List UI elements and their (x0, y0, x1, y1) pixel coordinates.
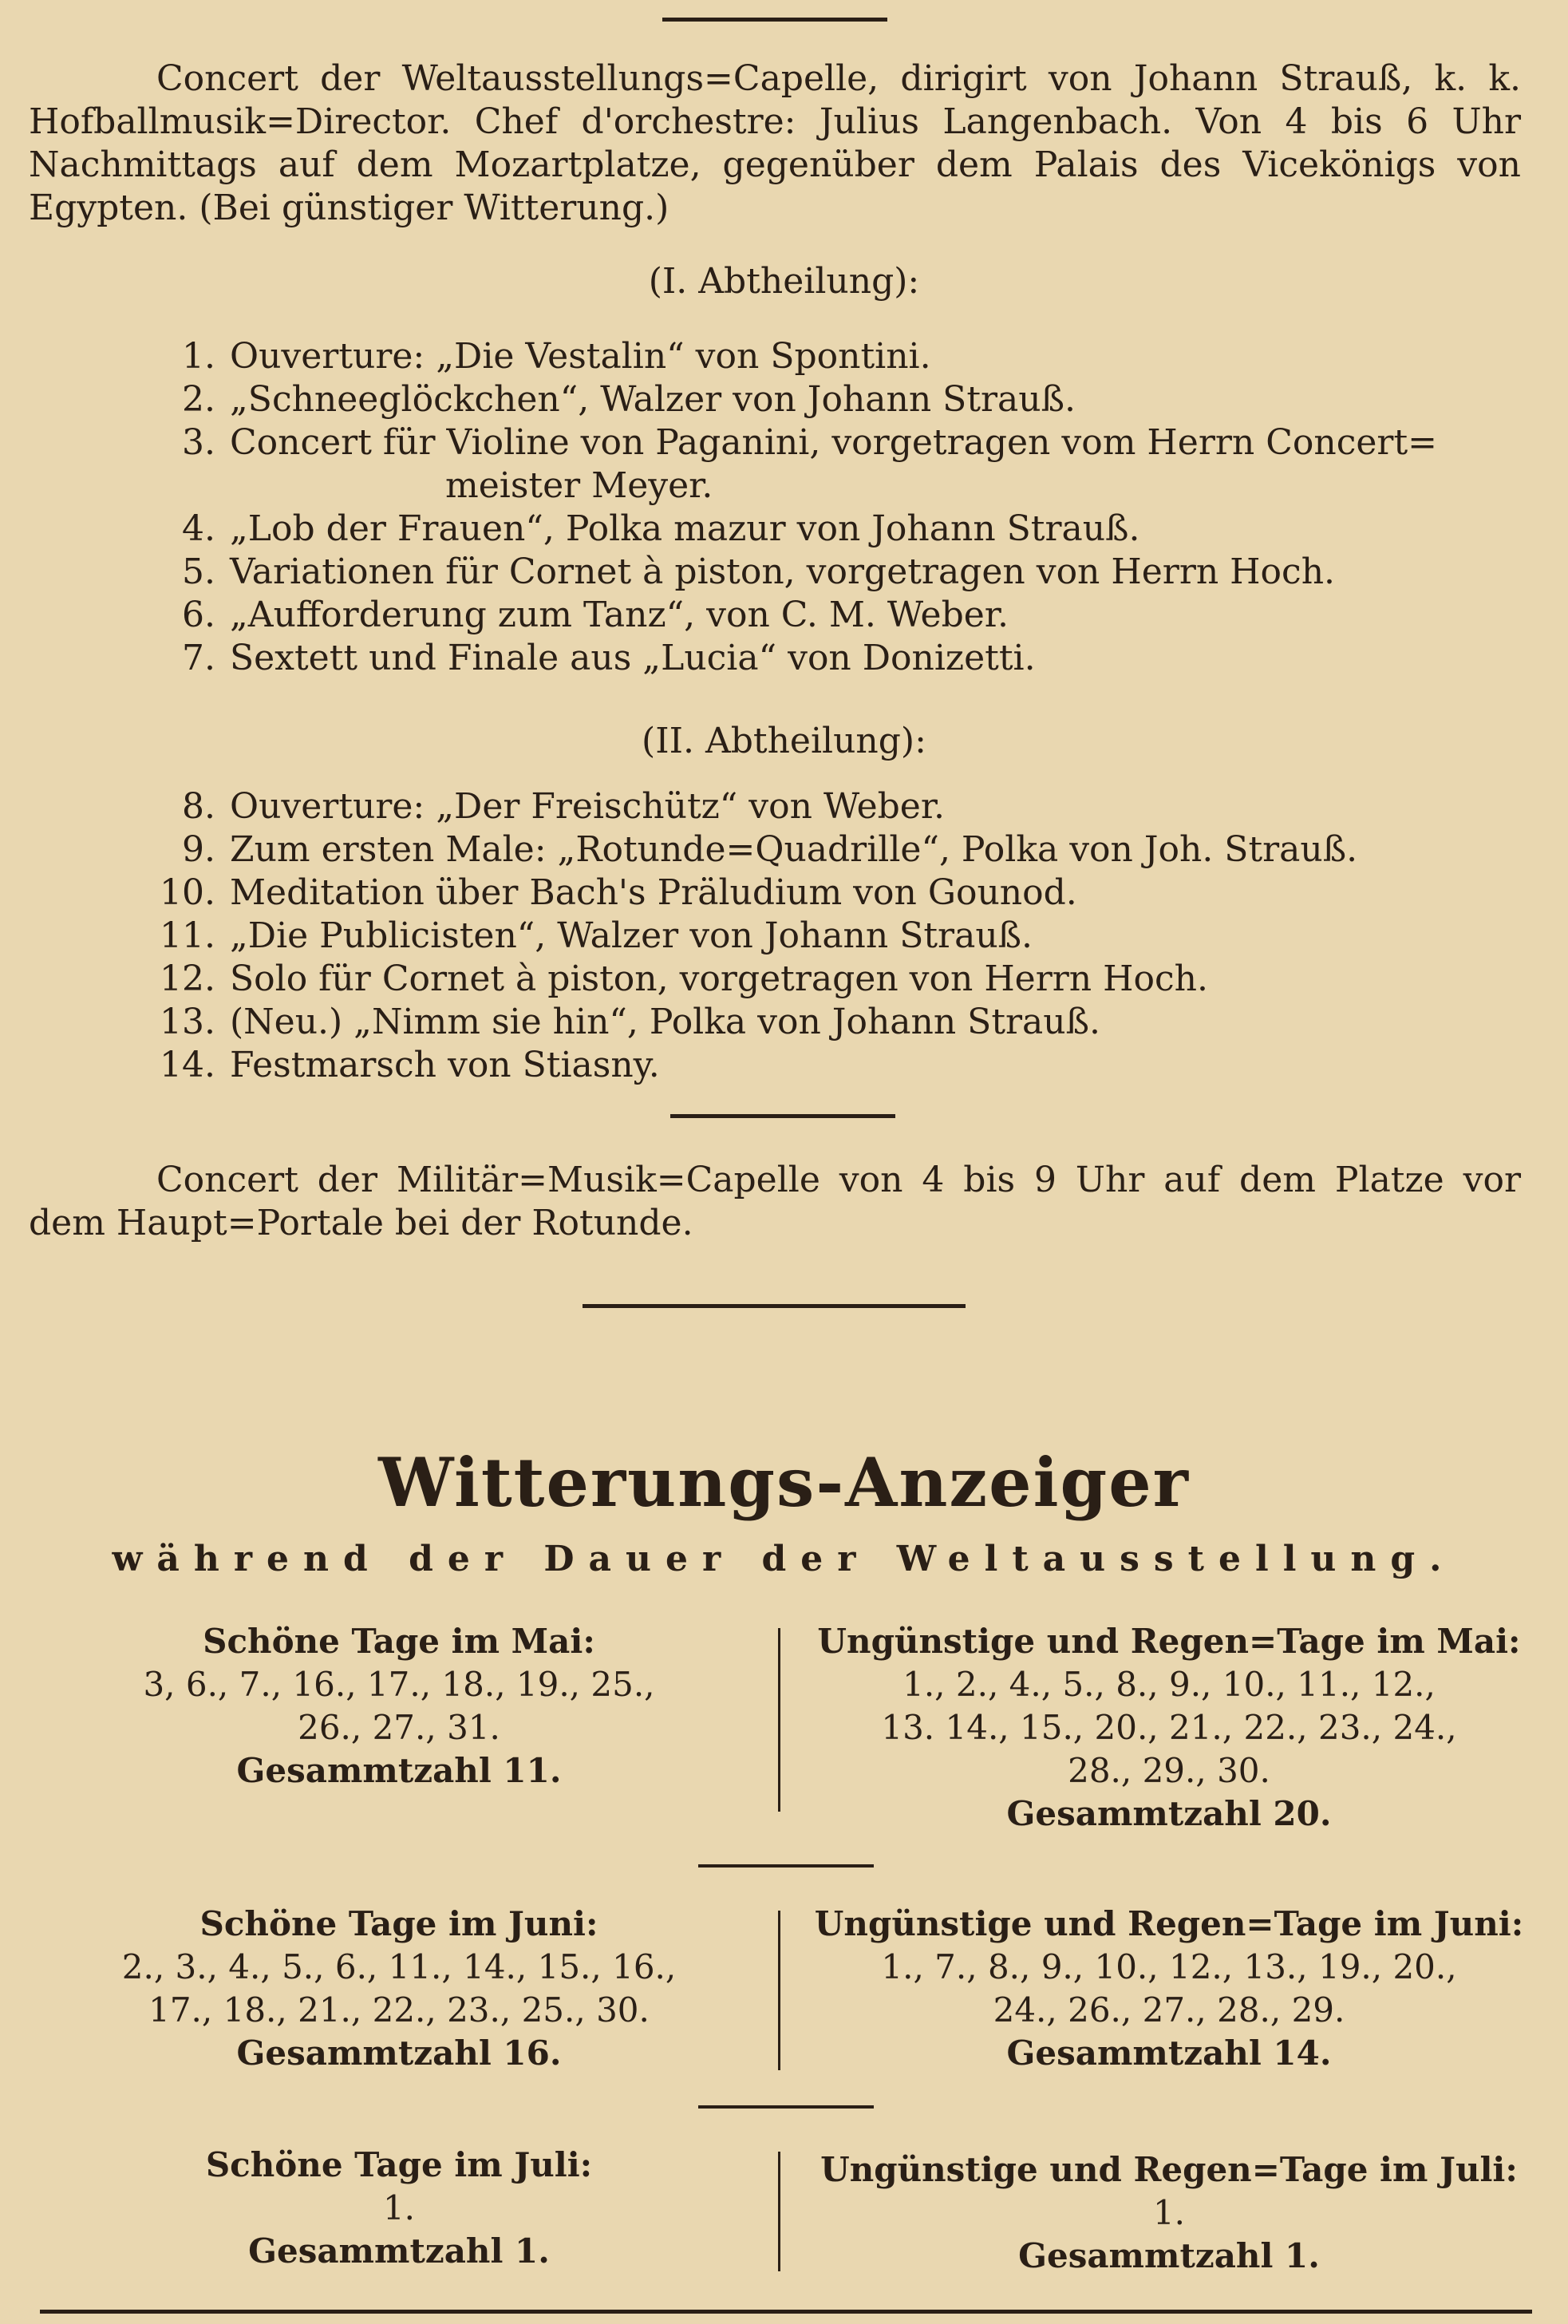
list-item (152, 958, 1556, 1001)
item-number: 3. (182, 422, 215, 463)
list-item (152, 1001, 1556, 1044)
july-good-days: 1. (382, 2188, 416, 2227)
item-number: 7. (182, 638, 215, 678)
may-good-column (16, 1620, 782, 1792)
month-divider (698, 1864, 874, 1868)
column-divider (778, 1911, 780, 2070)
item-text: „Die Publicisten“, Walzer von Johann Strauß. (230, 915, 1033, 956)
may-good-days: 26., 27., 31. (298, 1708, 500, 1747)
concert1-intro-text: Concert der Weltausstellungs=Capelle, dirigirt von Johann Strauß, k. k. Hofballmusik=Director. Chef d'orchestre: Julius Langenbach. Von 4 bis 6 Uhr Nachmittags auf dem Mozartplatze, gegenüber dem Palais des Vicekönigs von Egypten. (Bei günstiger Witterung.) (29, 58, 1521, 228)
weather-title: Witterungs-Anzeiger (378, 1443, 1190, 1522)
item-text: „Aufforderung zum Tanz“, von C. M. Weber. (230, 595, 1009, 635)
list-item (152, 551, 1556, 594)
may-bad-total: Gesammtzahl 20. (1006, 1794, 1332, 1833)
month-divider (698, 2105, 874, 2109)
top-divider (662, 18, 887, 22)
june-good-column (16, 1903, 782, 2075)
may-good-days: 3, 6., 7., 16., 17., 18., 19., 25., (143, 1665, 655, 1704)
list-item (152, 828, 1556, 872)
concert1-intro (29, 57, 1521, 230)
list-item-continuation (152, 464, 1556, 508)
list-item (152, 508, 1556, 551)
item-number: 14. (160, 1045, 215, 1085)
part1-list (152, 335, 1556, 680)
june-bad-total: Gesammtzahl 14. (1006, 2034, 1332, 2073)
concert2-text (29, 1159, 1521, 1245)
list-item (152, 915, 1556, 958)
list-item (152, 872, 1556, 915)
item-text: „Lob der Frauen“, Polka mazur von Johann Strauß. (230, 508, 1140, 549)
item-number: 4. (182, 508, 215, 549)
bottom-rule (40, 2310, 1532, 2314)
may-bad-days: 1., 2., 4., 5., 8., 9., 10., 11., 12., (902, 1665, 1436, 1704)
may-bad-days: 13. 14., 15., 20., 21., 22., 23., 24., (881, 1708, 1457, 1747)
item-number: 10. (160, 872, 215, 913)
item-number (152, 464, 230, 508)
june-good-days: 17., 18., 21., 22., 23., 25., 30. (148, 1990, 650, 2030)
june-good-days: 2., 3., 4., 5., 6., 11., 14., 15., 16., (121, 1947, 677, 1986)
july-bad-total: Gesammtzahl 1. (1018, 2236, 1320, 2275)
item-text: Zum ersten Male: „Rotunde=Quadrille“, Polka von Joh. Strauß. (230, 829, 1358, 870)
july-bad-column (786, 2148, 1552, 2278)
concert2-text-content: Concert der Militär=Musik=Capelle von 4 bis 9 Uhr auf dem Platze vor dem Haupt=Portale bei der Rotunde. (29, 1160, 1521, 1243)
item-text: „Schneeglöckchen“, Walzer von Johann Strauß. (230, 379, 1076, 420)
part1-heading: (I. Abtheilung): (648, 261, 920, 302)
july-good-total: Gesammtzahl 1. (248, 2231, 550, 2271)
section-divider-long (583, 1304, 966, 1308)
item-number: 13. (160, 1002, 215, 1042)
column-divider (778, 1628, 780, 1812)
item-text: Sextett und Finale aus „Lucia“ von Donizetti. (230, 638, 1036, 678)
june-bad-heading: Ungünstige und Regen=Tage im Juni: (814, 1904, 1524, 1943)
weather-subtitle: während der Dauer der Weltausstellung. (112, 1539, 1456, 1579)
list-item (152, 1044, 1556, 1087)
item-text: Concert für Violine von Paganini, vorgetragen vom Herrn Concert= (230, 422, 1437, 463)
section-divider (670, 1114, 895, 1118)
may-good-heading: Schöne Tage im Mai: (203, 1622, 595, 1661)
list-item (152, 335, 1556, 378)
may-bad-column (786, 1620, 1552, 1836)
item-number: 11. (160, 915, 215, 956)
june-good-heading: Schöne Tage im Juni: (199, 1904, 598, 1943)
july-good-column (16, 2144, 782, 2273)
item-text: Variationen für Cornet à piston, vorgetragen von Herrn Hoch. (230, 551, 1336, 592)
item-number: 2. (182, 379, 215, 420)
list-item (152, 785, 1556, 828)
july-good-heading: Schöne Tage im Juli: (205, 2145, 593, 2184)
july-bad-days: 1. (1152, 2193, 1186, 2232)
may-bad-days: 28., 29., 30. (1068, 1751, 1270, 1790)
list-item (152, 378, 1556, 421)
list-item (152, 594, 1556, 637)
column-divider (778, 2152, 780, 2271)
may-good-total: Gesammtzahl 11. (236, 1751, 562, 1790)
item-text: Meditation über Bach's Präludium von Gounod. (230, 872, 1077, 913)
june-bad-column (786, 1903, 1552, 2075)
part2-heading: (II. Abtheilung): (642, 721, 926, 761)
part2-list (152, 785, 1556, 1087)
june-good-total: Gesammtzahl 16. (236, 2034, 562, 2073)
june-bad-days: 24., 26., 27., 28., 29. (993, 1990, 1345, 2030)
list-item (152, 421, 1556, 464)
item-number: 6. (182, 595, 215, 635)
item-number: 9. (182, 829, 215, 870)
item-text: Ouverture: „Die Vestalin“ von Spontini. (230, 336, 931, 377)
item-text: Solo für Cornet à piston, vorgetragen von Herrn Hoch. (230, 958, 1208, 999)
july-bad-heading: Ungünstige und Regen=Tage im Juli: (820, 2150, 1518, 2189)
list-item (152, 637, 1556, 680)
item-text: meister Meyer. (445, 465, 713, 506)
item-number: 5. (182, 551, 215, 592)
item-number: 12. (160, 958, 215, 999)
may-bad-heading: Ungünstige und Regen=Tage im Mai: (817, 1622, 1521, 1661)
item-number: 1. (182, 336, 215, 377)
item-text: Ouverture: „Der Freischütz“ von Weber. (230, 786, 946, 827)
item-number: 8. (182, 786, 215, 827)
june-bad-days: 1., 7., 8., 9., 10., 12., 13., 19., 20., (881, 1947, 1457, 1986)
item-text: Festmarsch von Stiasny. (230, 1045, 660, 1085)
item-text: (Neu.) „Nimm sie hin“, Polka von Johann Strauß. (230, 1002, 1100, 1042)
